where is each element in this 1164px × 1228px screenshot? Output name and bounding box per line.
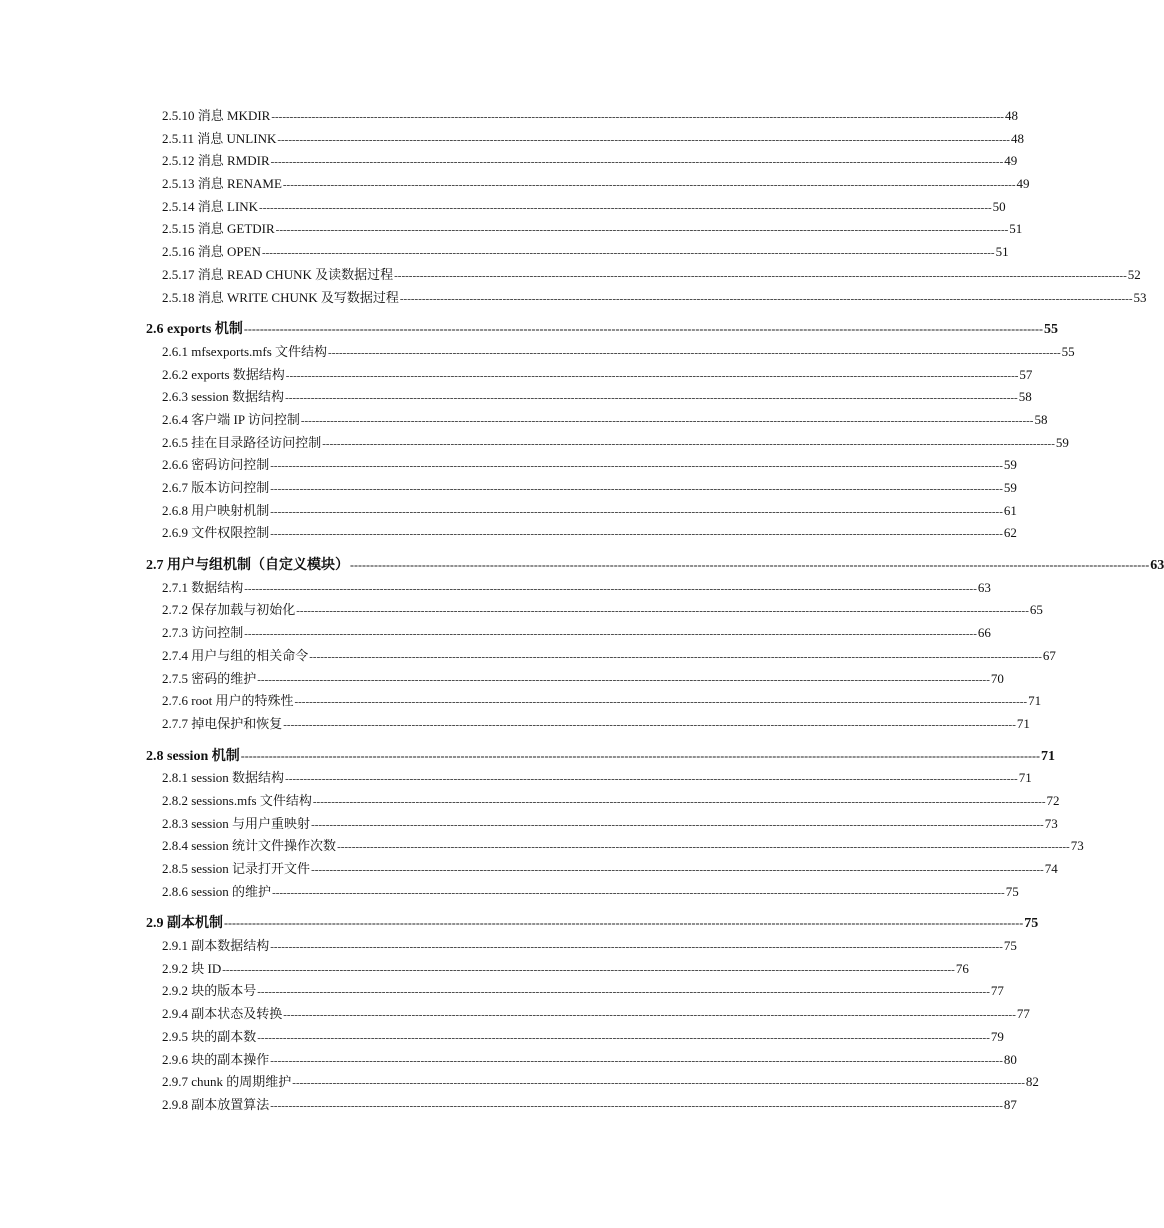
toc-entry-page: 71 [1018, 770, 1032, 786]
dot-leader: -------------------------------------------------------------------------------------------------------------------------------------------------------------------------------------------------------- [322, 437, 1055, 450]
toc-entry-page: 52 [1127, 266, 1141, 282]
toc-entry-title: 2.8.3 session 与用户重映射 [162, 815, 311, 831]
toc-entry-title: 2.7.7 掉电保护和恢复 [162, 715, 283, 731]
toc-section-title: 2.8 session 机制 [146, 748, 240, 764]
toc-entry-title: 2.6.3 session 数据结构 [162, 389, 285, 405]
toc-entry-page: 77 [990, 983, 1004, 999]
toc-entry-page: 76 [955, 960, 969, 976]
toc-entry-title: 2.5.12 消息 RMDIR [162, 153, 270, 169]
toc-entry-title: 2.9.5 块的副本数 [162, 1028, 257, 1044]
toc-entry[interactable] [0, 264, 1141, 287]
toc-entry[interactable] [0, 1094, 1017, 1117]
toc-entry-title: 2.8.6 session 的维护 [162, 883, 272, 899]
toc-entry-title: 2.9.1 副本数据结构 [162, 938, 270, 954]
toc-section-heading[interactable] [0, 318, 1059, 341]
toc-entry-page: 48 [1004, 108, 1018, 123]
toc-entry-title: 2.9.2 块 ID [162, 960, 222, 976]
dot-leader: -------------------------------------------------------------------------------------------------------------------------------------------------------------------------------------------------------- [394, 269, 1127, 282]
toc-entry-page: 73 [1070, 838, 1084, 854]
toc-entry-page: 82 [1025, 1074, 1039, 1090]
toc-section-title: 2.9 副本机制 [146, 916, 223, 932]
toc-entry[interactable] [0, 599, 1043, 622]
dot-leader: -------------------------------------------------------------------------------------------------------------------------------------------------------------------------------------------------------- [296, 605, 1029, 618]
toc-entry-title: 2.5.10 消息 MKDIR [162, 108, 271, 123]
toc-entry-page: 53 [1133, 289, 1147, 305]
toc-entry-title: 2.7.4 用户与组的相关命令 [162, 647, 309, 663]
toc-entry[interactable] [0, 522, 1017, 545]
toc-entry-page: 51 [1009, 221, 1023, 237]
toc-entry-page: 49 [1016, 176, 1030, 192]
toc-entry[interactable] [0, 1026, 1004, 1049]
toc-entry[interactable] [0, 858, 1058, 881]
dot-leader: -------------------------------------------------------------------------------------------------------------------------------------------------------------------------------------------------------- [244, 582, 977, 595]
toc-entry-page: 77 [1016, 1006, 1030, 1022]
toc-entry-page: 71 [1028, 693, 1042, 709]
toc-entry-title: 2.5.17 消息 READ CHUNK 及读数据过程 [162, 266, 394, 282]
toc-entry[interactable] [0, 364, 1033, 387]
toc-entry-page: 73 [1044, 815, 1058, 831]
dot-leader: -------------------------------------------------------------------------------------------------------------------------------------------------------------------------------------------------------- [311, 864, 1044, 876]
dot-leader: -------------------------------------------------------------------------------------------------------------------------------------------------------------------------------------------------------- [270, 505, 1003, 518]
toc-entry-title: 2.6.7 版本访问控制 [162, 480, 270, 495]
dot-leader: -------------------------------------------------------------------------------------------------------------------------------------------------------------------------------------------------------- [240, 748, 1040, 763]
toc-section-page: 75 [1024, 916, 1039, 932]
dot-leader: -------------------------------------------------------------------------------------------------------------------------------------------------------------------------------------------------------- [244, 628, 977, 641]
toc-entry-page: 59 [1055, 434, 1069, 450]
toc-entry-page: 66 [977, 625, 991, 641]
toc-section-heading[interactable] [0, 745, 1055, 768]
toc-entry-title: 2.9.8 副本放置算法 [162, 1096, 270, 1112]
dot-leader: -------------------------------------------------------------------------------------------------------------------------------------------------------------------------------------------------------- [272, 886, 1005, 899]
toc-entry-title: 2.9.6 块的副本操作 [162, 1051, 270, 1067]
toc-entry-title: 2.5.13 消息 RENAME [162, 176, 282, 192]
toc-entry-title: 2.6.6 密码访问控制 [162, 457, 270, 473]
toc-entry[interactable] [0, 196, 1006, 219]
toc-entry-page: 55 [1061, 343, 1075, 359]
toc-entry[interactable] [0, 767, 1032, 790]
toc-entry-page: 63 [977, 579, 991, 595]
dot-leader: -------------------------------------------------------------------------------------------------------------------------------------------------------------------------------------------------------- [257, 1031, 990, 1044]
toc-entry[interactable] [0, 577, 991, 600]
toc-section-page: 55 [1044, 322, 1059, 338]
toc-entry[interactable] [0, 1003, 1030, 1026]
toc-entry[interactable] [0, 935, 1017, 958]
toc-entry-page: 61 [1003, 502, 1017, 518]
toc-entry[interactable] [0, 386, 1032, 409]
toc-entry-page: 48 [1010, 130, 1024, 146]
dot-leader: -------------------------------------------------------------------------------------------------------------------------------------------------------------------------------------------------------- [283, 718, 1016, 731]
toc-entry-page: 75 [1005, 883, 1019, 899]
toc-entry[interactable] [0, 341, 1075, 364]
toc-entry-page: 79 [990, 1028, 1004, 1044]
toc-entry-page: 58 [1018, 389, 1032, 405]
toc-entry-title: 2.5.14 消息 LINK [162, 198, 259, 214]
toc-entry[interactable] [0, 690, 1042, 713]
dot-leader: -------------------------------------------------------------------------------------------------------------------------------------------------------------------------------------------------------- [294, 696, 1028, 709]
dot-leader: -------------------------------------------------------------------------------------------------------------------------------------------------------------------------------------------------------- [259, 201, 992, 214]
toc-entry-page: 71 [1016, 715, 1030, 731]
toc-entry[interactable] [0, 645, 1056, 668]
toc-section-title: 2.7 用户与组机制（自定义模块） [146, 558, 349, 574]
toc-entry[interactable] [0, 790, 1060, 813]
dot-leader: -------------------------------------------------------------------------------------------------------------------------------------------------------------------------------------------------------- [309, 650, 1042, 663]
toc-entry[interactable] [0, 409, 1048, 432]
toc-entry[interactable] [0, 287, 1147, 310]
dot-leader: -------------------------------------------------------------------------------------------------------------------------------------------------------------------------------------------------------- [282, 179, 1016, 192]
dot-leader: -------------------------------------------------------------------------------------------------------------------------------------------------------------------------------------------------------- [257, 986, 990, 999]
dot-leader: -------------------------------------------------------------------------------------------------------------------------------------------------------------------------------------------------------- [328, 346, 1061, 359]
dot-leader: -------------------------------------------------------------------------------------------------------------------------------------------------------------------------------------------------------- [399, 292, 1133, 305]
toc-entry-title: 2.7.3 访问控制 [162, 625, 244, 641]
dot-leader: -------------------------------------------------------------------------------------------------------------------------------------------------------------------------------------------------------- [285, 773, 1018, 786]
toc-entry-title: 2.6.2 exports 数据结构 [162, 366, 285, 382]
toc-entry[interactable] [0, 958, 969, 981]
toc-entry-page: 59 [1003, 457, 1017, 473]
toc-entry-title: 2.9.4 副本状态及转换 [162, 1006, 283, 1022]
dot-leader: -------------------------------------------------------------------------------------------------------------------------------------------------------------------------------------------------------- [292, 1077, 1025, 1090]
toc-entry-title: 2.5.11 消息 UNLINK [162, 130, 277, 146]
dot-leader: -------------------------------------------------------------------------------------------------------------------------------------------------------------------------------------------------------- [270, 941, 1003, 954]
toc-entry-title: 2.7.2 保存加载与初始化 [162, 602, 296, 618]
toc-entry-title: 2.6.9 文件权限控制 [162, 525, 270, 541]
toc-section-page: 63 [1150, 558, 1164, 574]
toc-entry[interactable] [0, 128, 1024, 151]
toc-entry-page: 65 [1029, 602, 1043, 618]
toc-entry[interactable] [0, 454, 1017, 477]
dot-leader: -------------------------------------------------------------------------------------------------------------------------------------------------------------------------------------------------------- [222, 963, 955, 976]
toc-entry-page: 70 [990, 670, 1004, 686]
dot-leader: -------------------------------------------------------------------------------------------------------------------------------------------------------------------------------------------------------- [257, 673, 990, 686]
toc-entry[interactable] [0, 218, 1023, 241]
dot-leader: -------------------------------------------------------------------------------------------------------------------------------------------------------------------------------------------------------- [270, 528, 1003, 541]
dot-leader: -------------------------------------------------------------------------------------------------------------------------------------------------------------------------------------------------------- [337, 841, 1070, 854]
toc-entry-page: 62 [1003, 525, 1017, 541]
toc-entry-page: 67 [1042, 647, 1056, 663]
toc-entry-page: 74 [1044, 861, 1058, 876]
table-of-contents [0, 105, 1164, 1117]
toc-entry[interactable] [0, 1071, 1039, 1094]
toc-entry[interactable] [0, 622, 991, 645]
toc-section-heading[interactable] [0, 912, 1039, 935]
toc-entry-title: 2.9.7 chunk 的周期维护 [162, 1074, 292, 1090]
toc-entry[interactable] [0, 668, 1004, 691]
toc-entry-page: 72 [1046, 792, 1060, 808]
toc-entry-title: 2.9.2 块的版本号 [162, 983, 257, 999]
dot-leader: -------------------------------------------------------------------------------------------------------------------------------------------------------------------------------------------------------- [270, 460, 1003, 473]
toc-entry[interactable] [0, 713, 1030, 736]
toc-entry-title: 2.6.1 mfsexports.mfs 文件结构 [162, 343, 328, 359]
toc-entry[interactable] [0, 432, 1069, 455]
dot-leader: -------------------------------------------------------------------------------------------------------------------------------------------------------------------------------------------------------- [311, 818, 1044, 831]
toc-section-page: 71 [1040, 748, 1055, 764]
dot-leader: -------------------------------------------------------------------------------------------------------------------------------------------------------------------------------------------------------- [243, 322, 1044, 337]
toc-entry[interactable] [0, 105, 1018, 128]
toc-entry-page: 51 [995, 244, 1009, 260]
toc-entry-title: 2.8.5 session 记录打开文件 [162, 861, 311, 876]
toc-entry-title: 2.6.5 挂在目录路径访问控制 [162, 434, 322, 450]
toc-entry-title: 2.6.8 用户映射机制 [162, 502, 270, 518]
dot-leader: -------------------------------------------------------------------------------------------------------------------------------------------------------------------------------------------------------- [224, 916, 1024, 931]
toc-entry[interactable] [0, 173, 1030, 196]
dot-leader: -------------------------------------------------------------------------------------------------------------------------------------------------------------------------------------------------------- [275, 224, 1009, 237]
toc-entry-page: 49 [1004, 153, 1018, 169]
toc-entry-page: 57 [1019, 366, 1033, 382]
toc-entry[interactable] [0, 150, 1018, 173]
toc-entry[interactable] [0, 881, 1019, 904]
toc-entry-title: 2.8.2 sessions.mfs 文件结构 [162, 792, 312, 808]
toc-entry-page: 59 [1003, 480, 1017, 495]
dot-leader: -------------------------------------------------------------------------------------------------------------------------------------------------------------------------------------------------------- [270, 156, 1004, 169]
toc-entry-page: 75 [1003, 938, 1017, 954]
dot-leader: -------------------------------------------------------------------------------------------------------------------------------------------------------------------------------------------------------- [270, 1099, 1003, 1112]
toc-entry[interactable] [0, 835, 1084, 858]
toc-entry-title: 2.7.5 密码的维护 [162, 670, 257, 686]
toc-entry-title: 2.7.1 数据结构 [162, 579, 244, 595]
toc-entry-page: 87 [1003, 1096, 1017, 1112]
toc-section-heading[interactable] [0, 554, 1164, 577]
toc-entry[interactable] [0, 477, 1017, 500]
toc-entry[interactable] [0, 241, 1009, 264]
toc-entry[interactable] [0, 813, 1058, 836]
toc-entry-page: 50 [992, 198, 1006, 214]
toc-entry[interactable] [0, 1049, 1017, 1072]
dot-leader: -------------------------------------------------------------------------------------------------------------------------------------------------------------------------------------------------------- [350, 558, 1150, 573]
toc-entry-title: 2.7.6 root 用户的特殊性 [162, 693, 294, 709]
toc-entry-title: 2.6.4 客户端 IP 访问控制 [162, 411, 300, 427]
dot-leader: -------------------------------------------------------------------------------------------------------------------------------------------------------------------------------------------------------- [285, 369, 1019, 382]
dot-leader: -------------------------------------------------------------------------------------------------------------------------------------------------------------------------------------------------------- [283, 1009, 1016, 1022]
toc-entry-page: 58 [1034, 411, 1048, 427]
dot-leader: -------------------------------------------------------------------------------------------------------------------------------------------------------------------------------------------------------- [270, 1054, 1003, 1067]
dot-leader: -------------------------------------------------------------------------------------------------------------------------------------------------------------------------------------------------------- [300, 414, 1034, 427]
toc-section-title: 2.6 exports 机制 [146, 322, 243, 338]
dot-leader: -------------------------------------------------------------------------------------------------------------------------------------------------------------------------------------------------------- [285, 392, 1018, 405]
toc-entry-title: 2.8.4 session 统计文件操作次数 [162, 838, 337, 854]
dot-leader: -------------------------------------------------------------------------------------------------------------------------------------------------------------------------------------------------------- [312, 795, 1046, 808]
toc-entry-page: 80 [1003, 1051, 1017, 1067]
toc-entry-title: 2.8.1 session 数据结构 [162, 770, 285, 786]
dot-leader: -------------------------------------------------------------------------------------------------------------------------------------------------------------------------------------------------------- [261, 247, 995, 260]
dot-leader: -------------------------------------------------------------------------------------------------------------------------------------------------------------------------------------------------------- [271, 111, 1004, 123]
toc-entry-title: 2.5.15 消息 GETDIR [162, 221, 275, 237]
dot-leader: -------------------------------------------------------------------------------------------------------------------------------------------------------------------------------------------------------- [270, 483, 1003, 495]
toc-entry[interactable] [0, 500, 1017, 523]
dot-leader: -------------------------------------------------------------------------------------------------------------------------------------------------------------------------------------------------------- [277, 133, 1010, 146]
toc-entry-title: 2.5.18 消息 WRITE CHUNK 及写数据过程 [162, 289, 399, 305]
toc-entry-title: 2.5.16 消息 OPEN [162, 244, 261, 260]
toc-entry[interactable] [0, 980, 1004, 1003]
